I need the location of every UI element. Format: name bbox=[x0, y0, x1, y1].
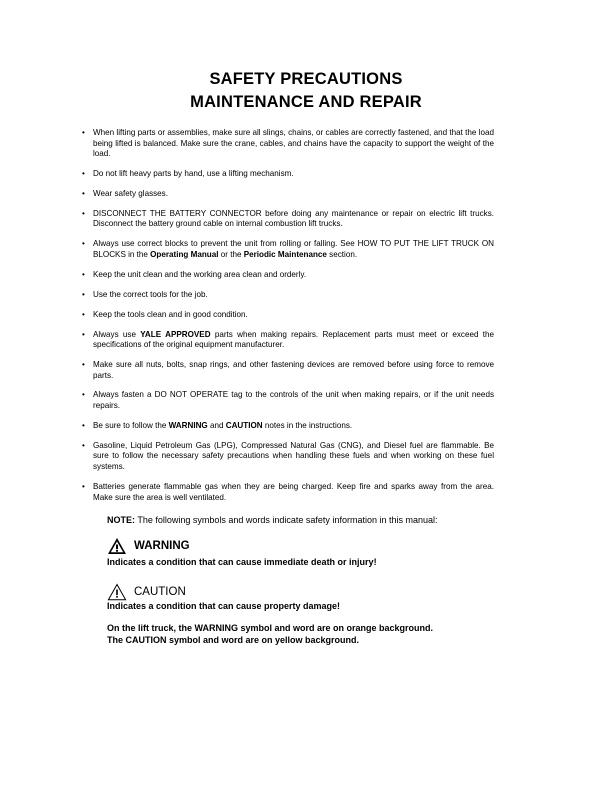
list-item-text: Always fasten a DO NOT OPERATE tag to the controls of the unit when making repairs, or if the unit needs repairs. bbox=[93, 390, 494, 411]
warning-triangle-icon bbox=[107, 537, 127, 555]
list-item-text: When lifting parts or assemblies, make sure all slings, chains, or cables are correctly fastened, and that the load being lifted is balanced. Make sure the crane, cables, and chains have the capacity to support the weight of the load. bbox=[93, 128, 494, 159]
periodic-maintenance-ref: Periodic Maintenance bbox=[243, 249, 327, 259]
list-item bbox=[82, 310, 494, 321]
list-item-text: Be sure to follow the bbox=[93, 420, 169, 430]
list-item-text: notes in the instructions. bbox=[262, 420, 353, 430]
list-item bbox=[82, 290, 494, 301]
caution-description: Indicates a condition that can cause property damage! bbox=[107, 601, 341, 611]
list-item bbox=[82, 128, 494, 160]
caution-heading bbox=[107, 583, 186, 601]
warning-heading bbox=[107, 537, 190, 555]
list-item bbox=[82, 209, 494, 230]
list-item-text: Do not lift heavy parts by hand, use a lifting mechanism. bbox=[93, 169, 294, 179]
list-item-text: Make sure all nuts, bolts, snap rings, and other fastening devices are removed before using force to remove parts. bbox=[93, 359, 494, 380]
list-item-text: and bbox=[207, 420, 226, 430]
list-item-text: Wear safety glasses. bbox=[93, 188, 168, 198]
list-item bbox=[82, 482, 494, 503]
background-color-note-1: On the lift truck, the WARNING symbol and word are on orange background. bbox=[107, 623, 434, 633]
warning-emphasis: WARNING bbox=[168, 420, 208, 430]
page-title-line-1: SAFETY PRECAUTIONS bbox=[209, 70, 403, 88]
list-item bbox=[82, 270, 494, 281]
note-paragraph bbox=[107, 515, 507, 525]
caution-triangle-icon bbox=[107, 583, 127, 601]
safety-precautions-list bbox=[82, 128, 494, 512]
note-label: NOTE: bbox=[107, 515, 135, 525]
list-item bbox=[82, 239, 494, 260]
background-color-note-2: The CAUTION symbol and word are on yellow background. bbox=[107, 635, 360, 645]
list-item bbox=[82, 189, 494, 200]
list-item bbox=[82, 441, 494, 473]
list-item-text: Gasoline, Liquid Petroleum Gas (LPG), Compressed Natural Gas (CNG), and Diesel fuel are flammable. Be sure to follow the necessary safety precautions when handling these fuels and when working on these fuel systems. bbox=[93, 440, 494, 472]
list-item-text: Keep the tools clean and in good condition. bbox=[93, 309, 248, 319]
list-item-text: Always use bbox=[93, 329, 141, 339]
list-item-text: DISCONNECT THE BATTERY CONNECTOR before doing any maintenance or repair on electric lift trucks. Disconnect the battery ground cable on internal combustion lift trucks. bbox=[93, 208, 494, 229]
note-text: The following symbols and words indicate safety information in this manual: bbox=[135, 515, 438, 525]
list-item-text: Keep the unit clean and the working area clean and orderly. bbox=[93, 269, 307, 279]
list-item-text: or the bbox=[218, 249, 244, 259]
page-title-line-2: MAINTENANCE AND REPAIR bbox=[190, 93, 422, 111]
list-item-text: parts when making repairs. Replacement parts must meet or exceed the specifications of the original equipment manufacturer. bbox=[93, 329, 494, 350]
warning-word: WARNING bbox=[134, 540, 190, 552]
operating-manual-ref: Operating Manual bbox=[150, 249, 219, 259]
list-item bbox=[82, 421, 494, 432]
list-item-text: Batteries generate flammable gas when they are being charged. Keep fire and sparks away from the area. Make sure the area is well ventilated. bbox=[93, 481, 494, 502]
list-item bbox=[82, 169, 494, 180]
caution-emphasis: CAUTION bbox=[225, 420, 263, 430]
list-item bbox=[82, 360, 494, 381]
list-item-text: section. bbox=[326, 249, 358, 259]
yale-approved-emphasis: YALE APPROVED bbox=[140, 329, 211, 339]
list-item-text: Always use correct blocks to prevent the unit from rolling or falling. See HOW TO PUT THE LIFT TRUCK ON BLOCKS in the bbox=[93, 239, 494, 259]
warning-description: Indicates a condition that can cause immediate death or injury! bbox=[107, 557, 377, 567]
list-item bbox=[82, 330, 494, 351]
caution-word: CAUTION bbox=[134, 586, 186, 598]
list-item bbox=[82, 390, 494, 411]
list-item-text: Use the correct tools for the job. bbox=[93, 289, 208, 299]
